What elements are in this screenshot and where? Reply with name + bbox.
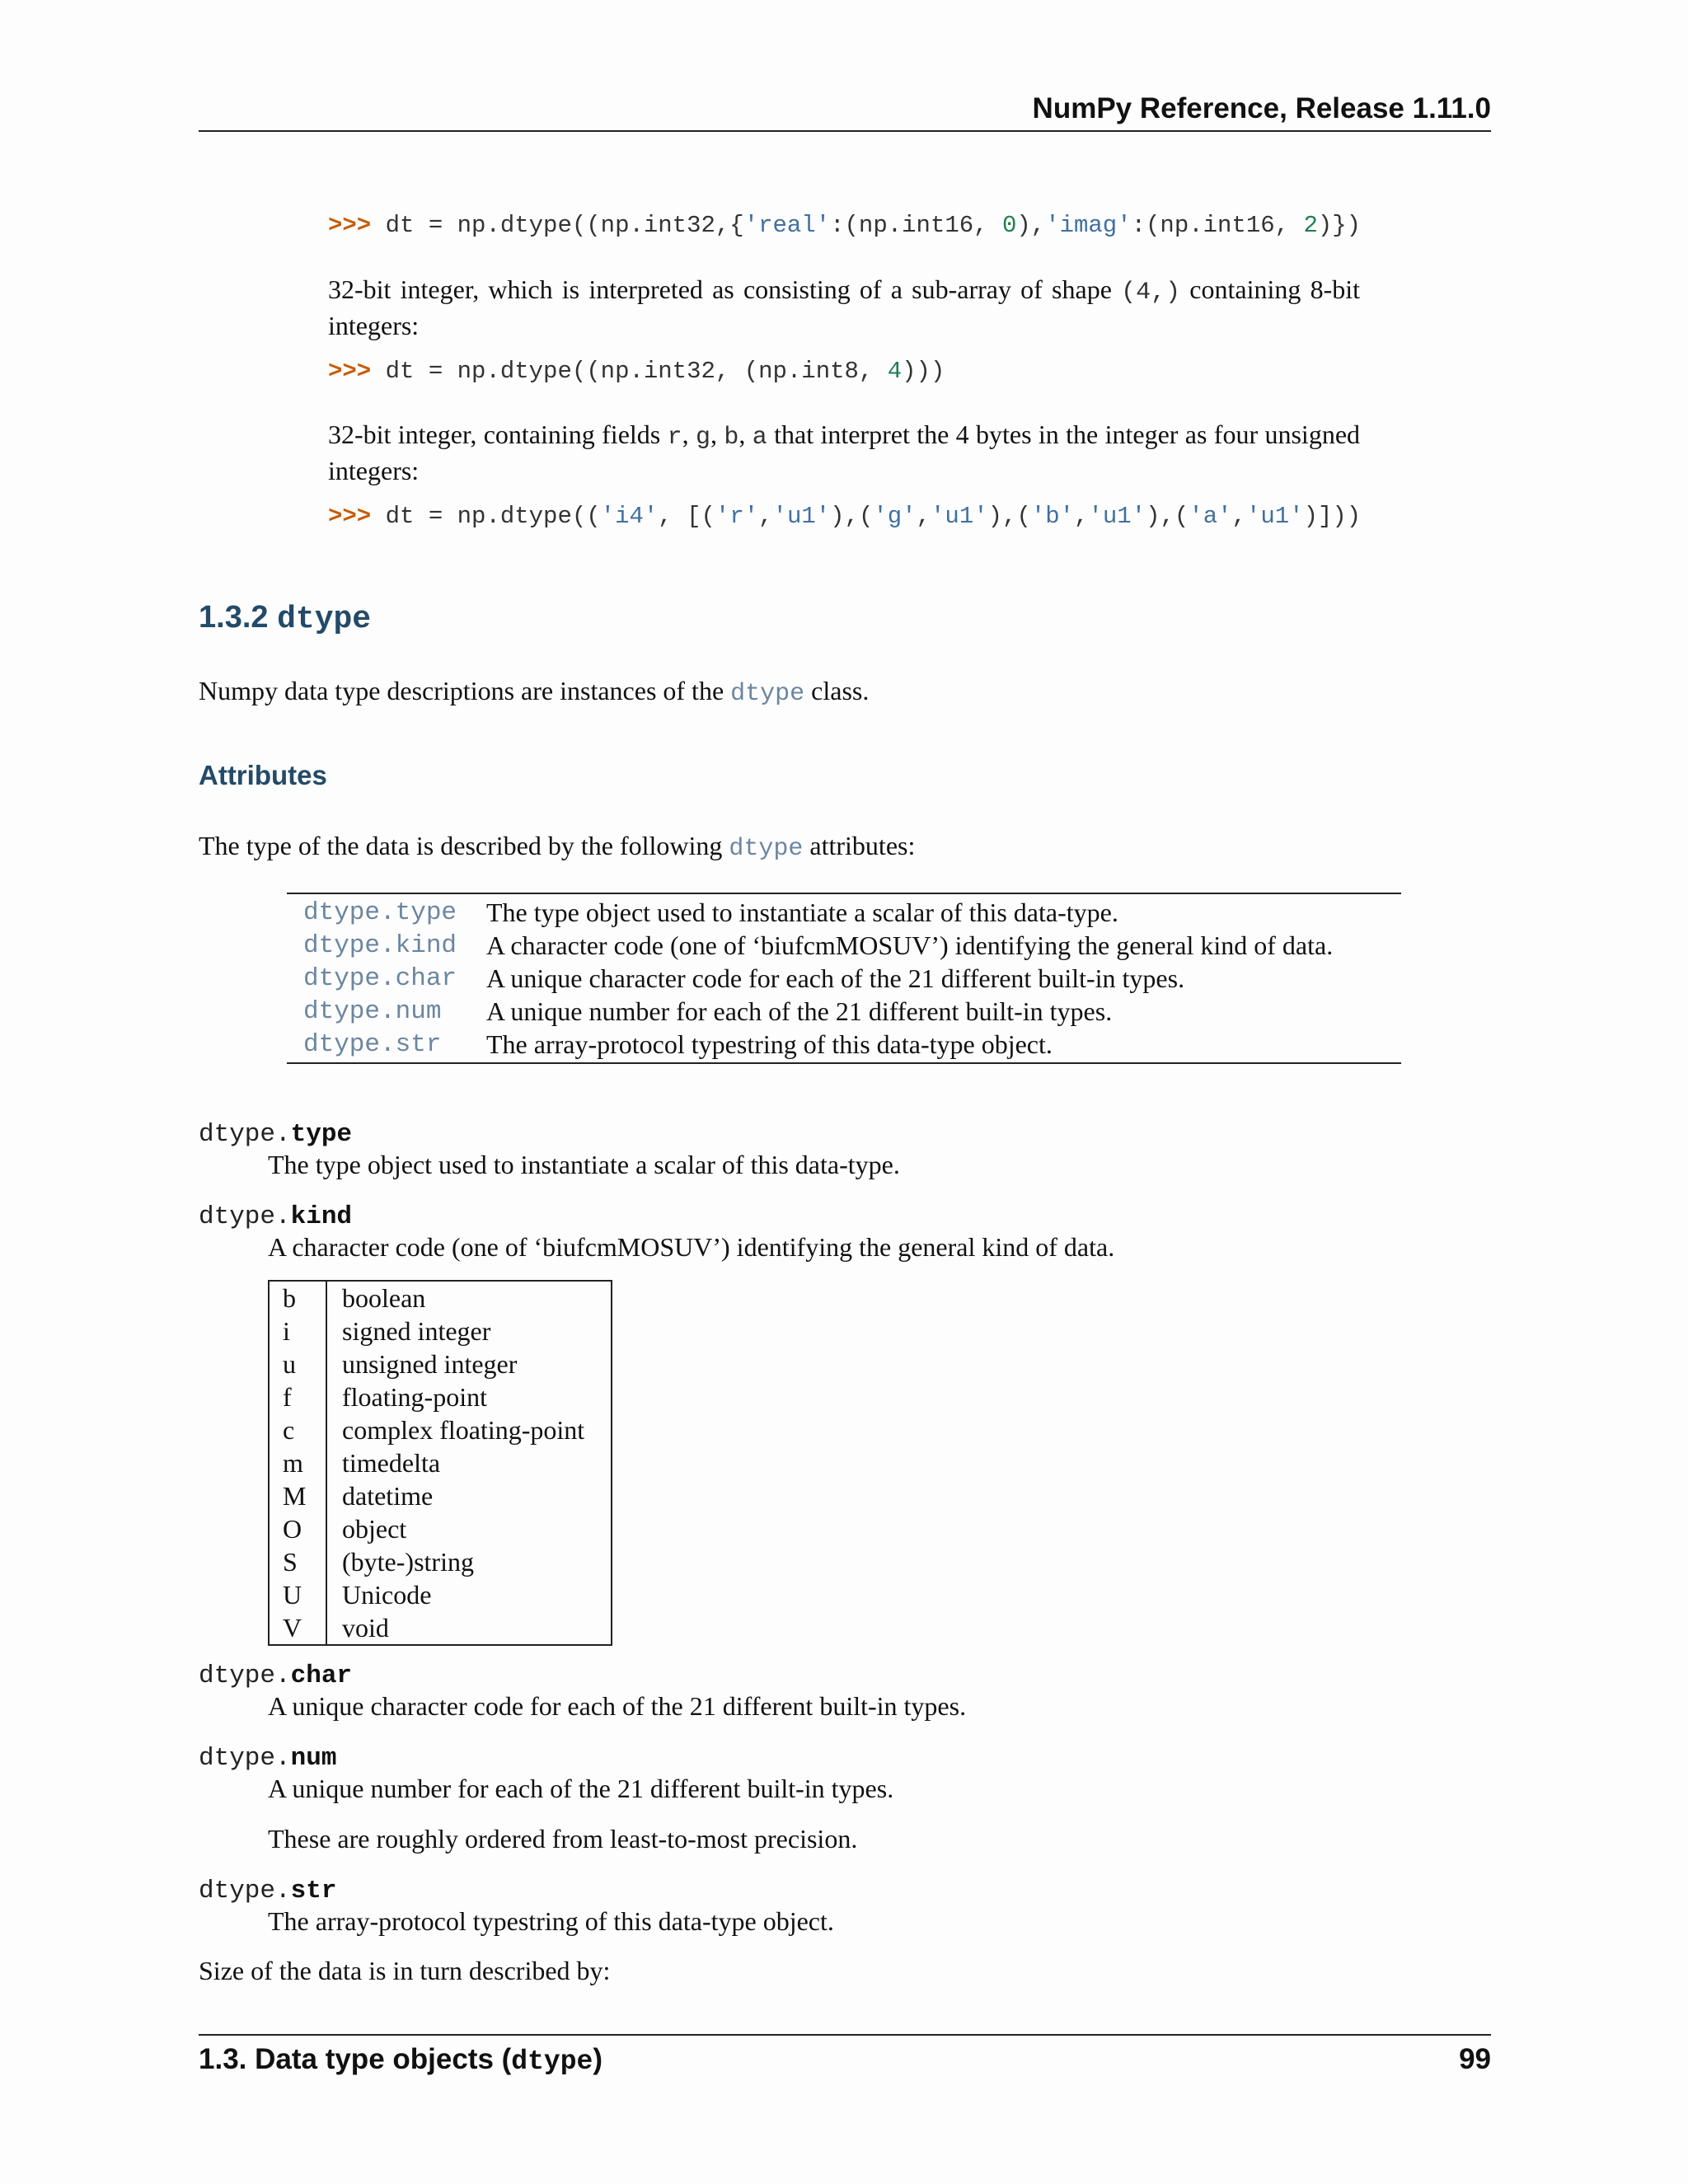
kind-meaning: datetime [342, 1480, 434, 1511]
footer-text: ) [593, 2043, 603, 2075]
code-string: 'a' [1189, 503, 1232, 530]
kind-code: c [270, 1413, 327, 1446]
kind-meaning: timedelta [342, 1447, 441, 1478]
attribute-link-str[interactable]: dtype.str [303, 1029, 442, 1059]
description-dtype-type: The type object used to instantiate a scalar of this data-type. [268, 1150, 900, 1179]
signature-dtype-char [199, 1659, 352, 1690]
kind-code: V [270, 1611, 327, 1644]
section-name: dtype [277, 602, 372, 637]
code-text: dt = np.dtype(( [385, 503, 601, 530]
signature-dtype-num [199, 1741, 336, 1773]
code-text: :(np.int16, [830, 212, 1002, 239]
table-row [270, 1380, 611, 1413]
signature-name: num [290, 1744, 337, 1773]
inline-code: b [724, 424, 739, 452]
code-example-1 [328, 212, 1361, 239]
signature-prefix: dtype. [199, 1744, 291, 1773]
table-row [287, 1028, 1401, 1061]
description-dtype-num: A unique number for each of the 21 different built-in types. [268, 1774, 894, 1803]
attribute-link-char[interactable]: dtype.char [303, 963, 457, 993]
signature-prefix: dtype. [199, 1661, 291, 1690]
code-example-2 [328, 358, 945, 385]
paragraph-text: , [710, 419, 724, 449]
signature-dtype-str [199, 1874, 336, 1905]
code-number: 0 [1001, 212, 1017, 239]
closing-paragraph: Size of the data is in turn described by: [199, 1956, 611, 1985]
kind-meaning: signed integer [342, 1315, 491, 1346]
note-dtype-num: These are roughly ordered from least-to-most precision. [268, 1824, 858, 1854]
running-header: NumPy Reference, Release 1.11.0 [1032, 92, 1491, 124]
attributes-heading: Attributes [199, 760, 327, 790]
kind-meaning: (byte-)string [342, 1546, 474, 1577]
code-string: 'real' [743, 212, 831, 239]
signature-name: type [290, 1120, 353, 1149]
attribute-description: The array-protocol typestring of this data-type object. [486, 1029, 1053, 1059]
dtype-link[interactable]: dtype [730, 680, 805, 708]
kind-code: b [270, 1282, 327, 1315]
page-number: 99 [1459, 2043, 1491, 2075]
signature-name: str [290, 1877, 337, 1905]
signature-name: char [290, 1661, 353, 1690]
signature-name: kind [290, 1202, 353, 1231]
signature-prefix: dtype. [199, 1877, 291, 1905]
table-row [270, 1446, 611, 1479]
attribute-description: The type object used to instantiate a scalar of this data-type. [486, 897, 1118, 927]
code-prompt: >>> [328, 358, 372, 385]
signature-prefix: dtype. [199, 1120, 291, 1149]
table-row [270, 1512, 611, 1545]
footer-text: 1.3. Data type objects ( [199, 2043, 512, 2075]
footer-section-title [199, 2043, 603, 2077]
code-text: :(np.int16, [1131, 212, 1304, 239]
code-text: dt = np.dtype((np.int32, (np.int8, [385, 358, 888, 385]
attribute-description: A unique character code for each of the 21 different built-in types. [486, 963, 1185, 993]
kind-code: m [270, 1446, 327, 1479]
code-text: , [1231, 503, 1246, 530]
kind-meaning: void [342, 1612, 389, 1643]
code-text: )}) [1317, 212, 1362, 239]
description-dtype-char: A unique character code for each of the 21 different built-in types. [268, 1691, 967, 1721]
inline-code: (4,) [1121, 279, 1181, 307]
code-prompt: >>> [328, 503, 372, 530]
attributes-table [287, 893, 1401, 1064]
inline-code: r [667, 424, 682, 452]
code-string: 'imag' [1045, 212, 1132, 239]
attributes-intro [199, 829, 915, 865]
paragraph-text: The type of the data is described by the following [199, 831, 729, 860]
paragraph-text: , [682, 419, 696, 449]
code-string: 'u1' [772, 503, 831, 530]
description-dtype-str: The array-protocol typestring of this data-type object. [268, 1906, 834, 1936]
code-text: ),( [830, 503, 874, 530]
signature-dtype-kind [199, 1200, 352, 1231]
table-row [270, 1347, 611, 1380]
kind-meaning: Unicode [342, 1579, 432, 1610]
section-intro [199, 674, 869, 710]
kind-code: u [270, 1347, 327, 1380]
description-dtype-kind: A character code (one of ‘biufcmMOSUV’) identifying the general kind of data. [268, 1232, 1115, 1262]
kind-meaning: object [342, 1513, 407, 1544]
signature-dtype-type [199, 1118, 352, 1149]
code-text: ), [1016, 212, 1046, 239]
attribute-description: A unique number for each of the 21 different built-in types. [486, 996, 1113, 1026]
code-string: 'u1' [1088, 503, 1146, 530]
attribute-description: A character code (one of ‘biufcmMOSUV’) identifying the general kind of data. [486, 930, 1334, 960]
kind-meaning: complex floating-point [342, 1414, 585, 1445]
kind-meaning: floating-point [342, 1381, 487, 1412]
code-string: 'u1' [1245, 503, 1304, 530]
table-row [270, 1479, 611, 1512]
inline-code: a [752, 424, 767, 452]
code-text: ),( [1146, 503, 1189, 530]
table-row [287, 995, 1401, 1028]
code-text: ))) [902, 358, 945, 385]
paragraph-text: class. [804, 676, 870, 705]
example-paragraph-1 [328, 273, 1360, 342]
code-string: 'u1' [931, 503, 988, 530]
paragraph-text: containing 8-bit integers: [328, 274, 1361, 340]
kind-code: S [270, 1545, 327, 1578]
code-text: ),( [987, 503, 1031, 530]
table-row [287, 896, 1401, 929]
attribute-link-type[interactable]: dtype.type [303, 898, 457, 927]
signature-prefix: dtype. [199, 1202, 291, 1231]
kind-code: i [270, 1315, 327, 1347]
section-number: 1.3.2 [199, 600, 269, 635]
code-text: dt = np.dtype((np.int32,{ [385, 212, 744, 239]
footer-rule [199, 2034, 1491, 2036]
attribute-link-kind[interactable]: dtype.kind [303, 930, 457, 960]
code-number: 4 [887, 358, 903, 385]
code-text: , [1074, 503, 1089, 530]
code-text: , [916, 503, 931, 530]
paragraph-text: that interpret the 4 bytes in the integer as four unsigned integers: [328, 419, 1361, 485]
kind-code: M [270, 1479, 327, 1512]
code-number: 2 [1303, 212, 1318, 239]
code-text: )])) [1303, 503, 1362, 530]
kind-meaning: boolean [342, 1282, 426, 1313]
header-rule [199, 130, 1491, 132]
table-row [287, 929, 1401, 962]
table-row [270, 1413, 611, 1446]
inline-code: g [695, 424, 710, 452]
table-row [270, 1611, 611, 1644]
kind-meaning: unsigned integer [342, 1348, 518, 1379]
kind-code: U [270, 1578, 327, 1611]
kind-codes-table [268, 1280, 612, 1646]
paragraph-text: 32-bit integer, which is interpreted as consisting of a sub-array of shape [328, 274, 1122, 304]
table-row [270, 1545, 611, 1578]
code-string: 'r' [715, 503, 759, 530]
code-string: 'g' [873, 503, 917, 530]
code-text: , [758, 503, 773, 530]
paragraph-text: , [738, 419, 753, 449]
dtype-link[interactable]: dtype [729, 835, 804, 863]
paragraph-text: Numpy data type descriptions are instances of the [199, 676, 731, 705]
paragraph-text: 32-bit integer, containing fields [328, 419, 668, 449]
example-paragraph-2 [328, 418, 1360, 487]
table-row [270, 1578, 611, 1611]
code-text: , [( [658, 503, 715, 530]
code-example-3 [328, 503, 1361, 530]
code-string: 'b' [1030, 503, 1075, 530]
kind-code: f [270, 1380, 327, 1413]
attribute-link-num[interactable]: dtype.num [303, 996, 442, 1026]
code-string: 'i4' [600, 503, 659, 530]
table-row [270, 1315, 611, 1347]
footer-code: dtype [511, 2046, 593, 2077]
table-row [287, 962, 1401, 995]
section-title [199, 600, 371, 637]
code-prompt: >>> [328, 212, 372, 239]
kind-code: O [270, 1512, 327, 1545]
paragraph-text: attributes: [803, 831, 916, 860]
table-row [270, 1282, 611, 1315]
